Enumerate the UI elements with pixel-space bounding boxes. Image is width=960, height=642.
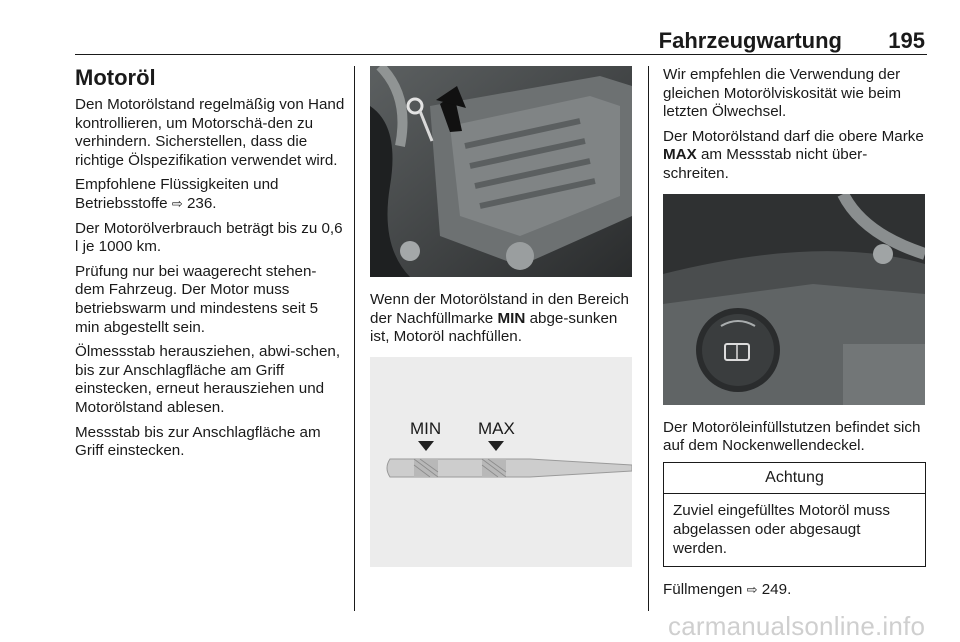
watermark: carmanualsonline.info bbox=[668, 611, 926, 641]
paragraph: Der Motoröleinfüllstutzen befindet sich auf dem Nockenwellendeckel. bbox=[663, 418, 921, 455]
column-divider-1 bbox=[354, 66, 355, 611]
oil-filler-cap-photo bbox=[663, 194, 925, 405]
min-marker-icon bbox=[418, 441, 434, 451]
paragraph: Prüfung nur bei waagerecht stehen-dem Fahrzeug. Der Motor muss betriebswarm und mindestens seit 5 min abgestellt sein. bbox=[75, 262, 319, 336]
paragraph: Den Motorölstand regelmäßig von Hand kontrollieren, um Motorschä-den zu verhindern. Sicherstellen, dass die richtige Ölspezifikation verwendet wird. bbox=[75, 96, 345, 169]
paragraph-with-ref: Füllmengen ⇨ 249. bbox=[663, 581, 792, 599]
page-ref-link[interactable]: 249. bbox=[761, 581, 792, 599]
page-number: 195 bbox=[888, 28, 925, 53]
section-title: Fahrzeugwartung bbox=[658, 28, 842, 53]
max-marker-icon bbox=[488, 441, 504, 451]
page-ref-link[interactable]: 236. bbox=[186, 194, 217, 212]
column-1 bbox=[75, 66, 345, 467]
caution-note bbox=[663, 462, 926, 567]
paragraph: Ölmessstab herausziehen, abwi-schen, bis zur Anschlagfläche am Griff einstecken, erneut herausziehen und Motorölstand ablesen. bbox=[75, 343, 341, 416]
caution-note-body: Zuviel eingefülltes Motoröl muss abgelassen oder abgesaugt werden. bbox=[673, 502, 890, 557]
dipstick-max-label: MAX bbox=[478, 418, 515, 438]
page-ref-arrow-icon: ⇨ bbox=[746, 582, 758, 598]
dipstick-diagram bbox=[370, 357, 632, 567]
page-ref-arrow-icon: ⇨ bbox=[171, 195, 183, 211]
dipstick-min-label: MIN bbox=[410, 418, 442, 438]
page-header bbox=[75, 24, 927, 55]
caution-note-title: Achtung bbox=[664, 463, 925, 495]
column-2 bbox=[370, 66, 635, 567]
paragraph: Messstab bis zur Anschlagfläche am Griff einstecken. bbox=[75, 423, 321, 460]
column-divider-2 bbox=[648, 66, 649, 611]
paragraph: Wir empfehlen die Verwendung der gleichen Motorölviskosität wie beim letzten Ölwechsel. bbox=[663, 66, 902, 121]
paragraph: Der Motorölstand darf die obere Marke MAX am Messstab nicht über-schreiten. bbox=[663, 127, 924, 182]
engine-dipstick-photo bbox=[370, 66, 632, 277]
figure-caption: Wenn der Motorölstand in den Bereich der Nachfüllmarke MIN abge-sunken ist, Motoröl nachfüllen. bbox=[370, 291, 629, 346]
column-3 bbox=[663, 66, 928, 606]
paragraph-with-ref: Empfohlene Flüssigkeiten und Betriebsstoffe ⇨ 236. bbox=[75, 176, 279, 212]
paragraph: Der Motorölverbrauch beträgt bis zu 0,6 l je 1000 km. bbox=[75, 219, 343, 256]
motor-oil-heading: Motoröl bbox=[75, 65, 156, 90]
